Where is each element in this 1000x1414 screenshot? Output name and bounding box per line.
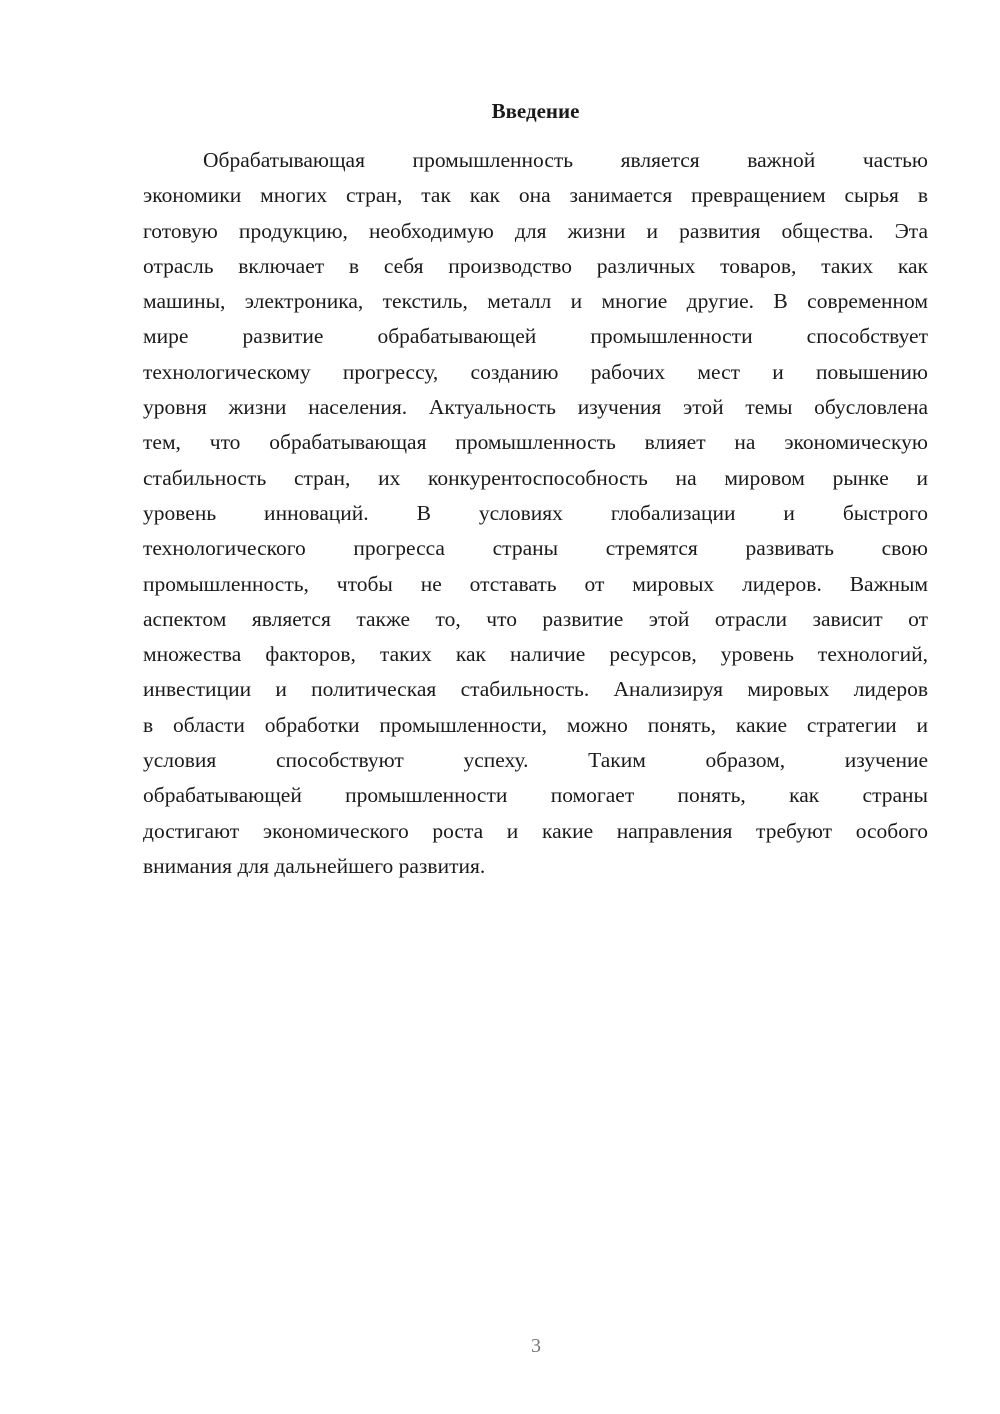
paragraph-line: мире развитие обрабатывающей промышленности способствует (143, 324, 928, 349)
paragraph-line: уровень инноваций. В условиях глобализации и быстрого (143, 500, 928, 525)
paragraph-line: множества факторов, таких как наличие ресурсов, уровень технологий, (143, 642, 928, 667)
paragraph-line: достигают экономического роста и какие направления требуют особого (143, 818, 928, 843)
paragraph-line: готовую продукцию, необходимую для жизни и развития общества. Эта (143, 218, 928, 243)
paragraph-line: отрасль включает в себя производство различных товаров, таких как (143, 253, 928, 278)
paragraph-line: тем, что обрабатывающая промышленность влияет на экономическую (143, 430, 928, 455)
section-title: Введение (491, 99, 580, 123)
introduction-paragraph (143, 143, 928, 884)
paragraph-line: машины, электроника, текстиль, металл и многие другие. В современном (143, 289, 928, 314)
paragraph-line: условия способствуют успеху. Таким образом, изучение (143, 748, 928, 773)
paragraph-line: внимания для дальнейшего развития. (143, 853, 486, 878)
paragraph-line: технологическому прогрессу, созданию рабочих мест и повышению (143, 359, 928, 384)
paragraph-line: технологического прогресса страны стремятся развивать свою (143, 536, 928, 561)
paragraph-line: экономики многих стран, так как она занимается превращением сырья в (143, 183, 928, 208)
paragraph-line: в области обработки промышленности, можно понять, какие стратегии и (143, 712, 928, 737)
paragraph-line: стабильность стран, их конкурентоспособность на мировом рынке и (143, 465, 928, 490)
paragraph-line: инвестиции и политическая стабильность. Анализируя мировых лидеров (143, 677, 928, 702)
page-number: 3 (531, 1335, 541, 1357)
paragraph-line: уровня жизни населения. Актуальность изучения этой темы обусловлена (143, 395, 928, 420)
paragraph-line: промышленность, чтобы не отставать от мировых лидеров. Важным (143, 571, 928, 596)
paragraph-line: Обрабатывающая промышленность является важной частью (203, 148, 928, 172)
paragraph-line: аспектом является также то, что развитие этой отрасли зависит от (143, 606, 928, 631)
paragraph-line: обрабатывающей промышленности помогает понять, как страны (143, 783, 928, 808)
